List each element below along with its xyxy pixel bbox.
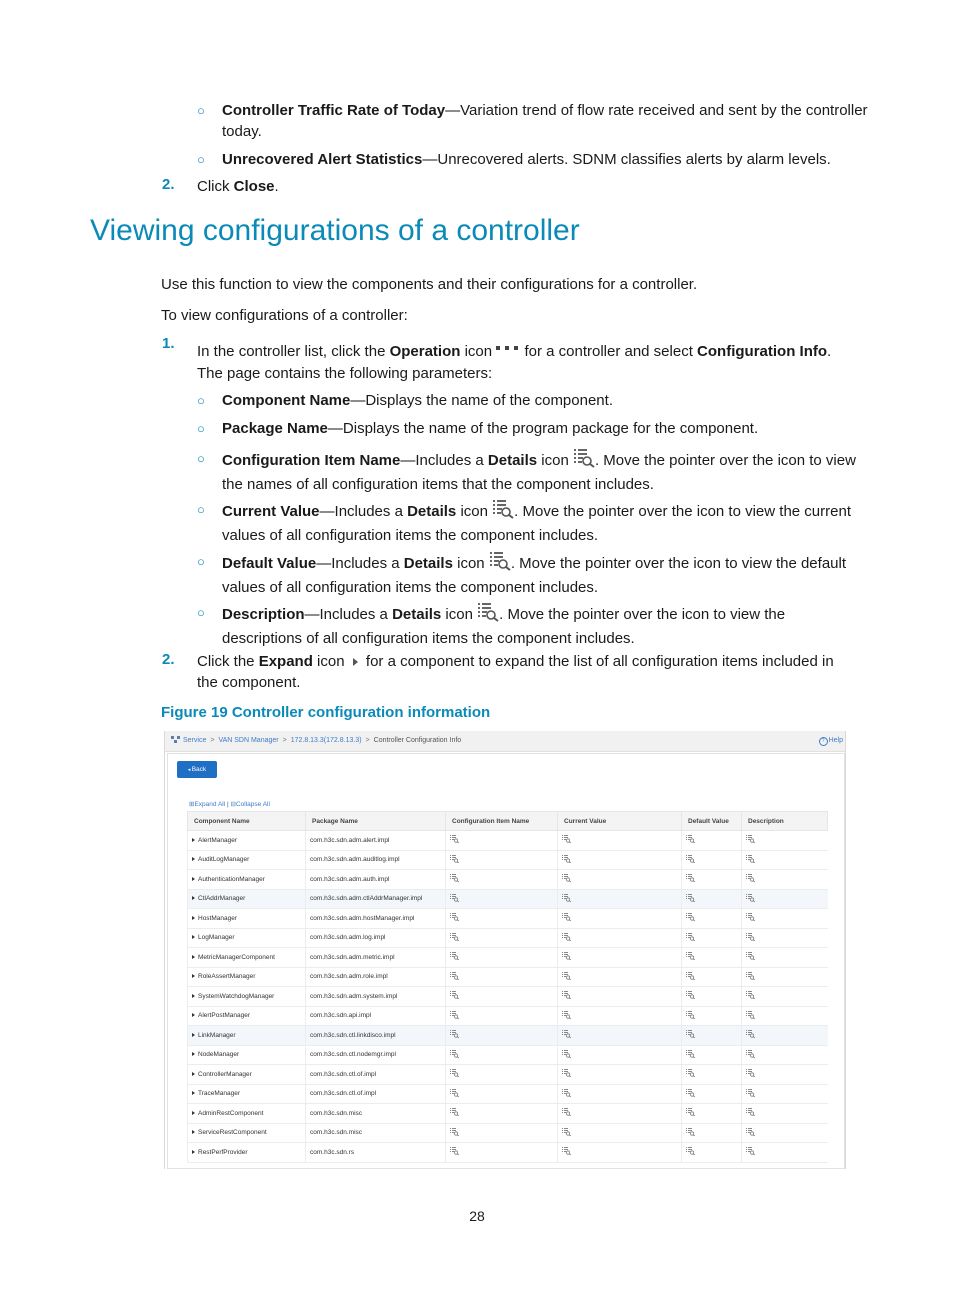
details-icon[interactable] — [562, 894, 571, 904]
cell-details — [558, 1065, 682, 1085]
table-row — [188, 1084, 828, 1104]
cell-package: com.h3c.sdn.misc — [306, 1104, 446, 1124]
details-icon[interactable] — [562, 1128, 571, 1138]
cell-package: com.h3c.sdn.ctl.of.impl — [306, 1084, 446, 1104]
to-view-text: To view configurations of a controller: — [161, 307, 408, 324]
details-icon[interactable] — [562, 952, 571, 962]
details-icon[interactable] — [686, 913, 695, 923]
term: Controller Traffic Rate of Today — [222, 102, 446, 119]
back-arrow-icon: ◂ — [187, 767, 192, 773]
cell-details — [446, 909, 558, 929]
cell-component[interactable]: TraceManager — [188, 1084, 306, 1104]
cell-package: com.h3c.sdn.ctl.linkdisco.impl — [306, 1026, 446, 1046]
cell-component[interactable]: AuditLogManager — [188, 850, 306, 870]
step-number: 2. — [162, 651, 175, 668]
cell-details — [682, 987, 742, 1007]
configuration-screenshot — [164, 731, 846, 1169]
bullet-circle: ○ — [197, 605, 205, 620]
cell-package: com.h3c.sdn.adm.role.impl — [306, 967, 446, 987]
details-icon[interactable] — [450, 933, 459, 943]
details-icon[interactable] — [450, 1030, 459, 1040]
col-package-name: Package Name — [306, 812, 446, 831]
table-row — [188, 870, 828, 890]
cell-details — [682, 1123, 742, 1143]
cell-details — [682, 1143, 742, 1163]
details-icon[interactable] — [450, 1108, 459, 1118]
details-icon[interactable] — [686, 952, 695, 962]
step-number: 2. — [162, 176, 175, 193]
details-icon[interactable] — [746, 1050, 755, 1060]
table-row — [188, 1026, 828, 1046]
details-icon[interactable] — [562, 991, 571, 1001]
table-row — [188, 1143, 828, 1163]
cell-details — [742, 1026, 828, 1046]
details-icon[interactable] — [450, 1089, 459, 1099]
cell-details — [446, 987, 558, 1007]
cell-details — [682, 831, 742, 851]
step-click-close: Click Close. — [197, 178, 279, 195]
expand-row-icon[interactable] — [192, 896, 195, 900]
breadcrumb: Service > VAN SDN Manager > 172.8.13.3(172.8.13.3) > Controller Configuration Info — [171, 731, 461, 752]
collapse-all-link[interactable]: Collapse All — [235, 801, 270, 808]
cell-details — [742, 1084, 828, 1104]
step-1: In the controller list, click the Operation icon for a controller and select Configuration Info. — [197, 335, 831, 362]
details-icon[interactable] — [686, 1108, 695, 1118]
cell-details — [446, 1006, 558, 1026]
cell-component[interactable]: LinkManager — [188, 1026, 306, 1046]
cell-component[interactable]: CtlAddrManager — [188, 889, 306, 909]
cell-details — [742, 967, 828, 987]
table-row — [188, 1104, 828, 1124]
details-icon[interactable] — [562, 1108, 571, 1118]
figure-caption: Figure 19 Controller configuration information — [161, 704, 491, 721]
cell-component[interactable]: ServiceRestComponent — [188, 1123, 306, 1143]
cell-details — [742, 909, 828, 929]
details-icon[interactable] — [686, 894, 695, 904]
expand-row-icon[interactable] — [192, 1150, 195, 1154]
details-icon[interactable] — [686, 991, 695, 1001]
cell-details — [446, 948, 558, 968]
cell-package: com.h3c.sdn.ctl.nodemgr.impl — [306, 1045, 446, 1065]
cell-component[interactable]: AlertManager — [188, 831, 306, 851]
table-row — [188, 889, 828, 909]
cell-component[interactable]: ControllerManager — [188, 1065, 306, 1085]
details-icon[interactable] — [686, 933, 695, 943]
table-row — [188, 928, 828, 948]
details-icon[interactable] — [450, 1128, 459, 1138]
details-icon[interactable] — [746, 855, 755, 865]
cell-details — [446, 1104, 558, 1124]
cell-details — [446, 1026, 558, 1046]
details-icon[interactable] — [562, 1089, 571, 1099]
page-contains-text: The page contains the following parameters: — [197, 365, 493, 382]
cell-package: com.h3c.sdn.adm.auth.impl — [306, 870, 446, 890]
details-icon[interactable] — [450, 1011, 459, 1021]
details-icon[interactable] — [450, 1050, 459, 1060]
cell-package: com.h3c.sdn.api.impl — [306, 1006, 446, 1026]
cell-details — [558, 870, 682, 890]
expand-row-icon[interactable] — [192, 1091, 195, 1095]
details-icon[interactable] — [450, 913, 459, 923]
expand-row-icon[interactable] — [192, 916, 195, 920]
expand-row-icon[interactable] — [192, 877, 195, 881]
cell-details — [682, 1006, 742, 1026]
cell-details — [558, 1143, 682, 1163]
expand-row-icon[interactable] — [192, 955, 195, 959]
cell-package: com.h3c.sdn.adm.auditlog.impl — [306, 850, 446, 870]
cell-details — [682, 1104, 742, 1124]
cell-details — [558, 928, 682, 948]
page-number: 28 — [469, 1208, 485, 1224]
help-icon: ? — [819, 737, 828, 746]
param-current: Current Value—Includes a Details icon . Move the pointer over the icon to view the current values of all configuration items the component includes. — [222, 499, 872, 546]
details-icon[interactable] — [746, 972, 755, 982]
details-icon[interactable] — [686, 874, 695, 884]
details-icon[interactable] — [746, 835, 755, 845]
details-icon[interactable] — [450, 1147, 459, 1157]
expand-row-icon[interactable] — [192, 935, 195, 939]
details-icon — [477, 602, 499, 628]
details-icon[interactable] — [746, 991, 755, 1001]
collapse-all-icon: ⊟ — [230, 801, 236, 808]
cell-details — [682, 889, 742, 909]
cell-details — [742, 850, 828, 870]
intro-text: Use this function to view the components and their configurations for a controller. — [161, 276, 698, 293]
details-icon[interactable] — [746, 913, 755, 923]
bullet-circle: ○ — [197, 502, 205, 517]
content-panel — [167, 753, 845, 1169]
table-row — [188, 987, 828, 1007]
cell-details — [558, 1026, 682, 1046]
cell-details — [446, 1045, 558, 1065]
cell-details — [742, 889, 828, 909]
details-icon[interactable] — [562, 1011, 571, 1021]
details-icon[interactable] — [746, 1069, 755, 1079]
details-icon[interactable] — [562, 1030, 571, 1040]
cell-details — [446, 1084, 558, 1104]
details-icon — [573, 448, 595, 474]
cell-details — [682, 1065, 742, 1085]
details-icon[interactable] — [450, 952, 459, 962]
cell-details — [558, 889, 682, 909]
cell-component[interactable]: MetricManagerComponent — [188, 948, 306, 968]
details-icon[interactable] — [562, 835, 571, 845]
details-icon[interactable] — [450, 835, 459, 845]
breadcrumb-current: Controller Configuration Info — [373, 737, 462, 744]
cell-details — [558, 948, 682, 968]
cell-component[interactable]: AdminRestComponent — [188, 1104, 306, 1124]
cell-details — [742, 870, 828, 890]
cell-details — [742, 1123, 828, 1143]
details-icon[interactable] — [746, 1030, 755, 1040]
details-icon[interactable] — [746, 894, 755, 904]
cell-package: com.h3c.sdn.adm.system.impl — [306, 987, 446, 1007]
cell-details — [558, 967, 682, 987]
item-unrecovered: Unrecovered Alert Statistics—Unrecovered alerts. SDNM classifies alerts by alarm levels. — [222, 151, 831, 168]
network-icon — [171, 732, 180, 752]
back-button[interactable]: ◂ Back — [177, 761, 217, 778]
col-current-value: Current Value — [558, 812, 682, 831]
details-icon[interactable] — [562, 1069, 571, 1079]
details-icon[interactable] — [450, 894, 459, 904]
cell-details — [558, 1084, 682, 1104]
cell-package: com.h3c.sdn.rs — [306, 1143, 446, 1163]
cell-details — [682, 967, 742, 987]
cell-details — [682, 1084, 742, 1104]
cell-component[interactable]: NodeManager — [188, 1045, 306, 1065]
cell-details — [558, 1104, 682, 1124]
cell-package: com.h3c.sdn.ctl.of.impl — [306, 1065, 446, 1085]
cell-details — [742, 831, 828, 851]
cell-details — [446, 850, 558, 870]
cell-details — [742, 928, 828, 948]
details-icon[interactable] — [450, 1069, 459, 1079]
cell-details — [742, 1143, 828, 1163]
table-row — [188, 967, 828, 987]
cell-package: com.h3c.sdn.adm.alert.impl — [306, 831, 446, 851]
expand-row-icon[interactable] — [192, 994, 195, 998]
cell-details — [682, 948, 742, 968]
expand-row-icon[interactable] — [192, 1072, 195, 1076]
cell-details — [742, 1006, 828, 1026]
details-icon[interactable] — [686, 1147, 695, 1157]
details-icon[interactable] — [746, 952, 755, 962]
cell-package: com.h3c.sdn.adm.log.impl — [306, 928, 446, 948]
breadcrumb-service[interactable]: Service — [183, 737, 207, 744]
bullet-circle: ○ — [197, 103, 205, 118]
cell-details — [742, 987, 828, 1007]
breadcrumb-van-sdn[interactable]: VAN SDN Manager — [218, 737, 279, 744]
details-icon[interactable] — [562, 913, 571, 923]
cell-component[interactable]: AuthenticationManager — [188, 870, 306, 890]
cell-details — [446, 967, 558, 987]
section-title: Viewing configurations of a controller — [90, 214, 580, 247]
details-icon[interactable] — [746, 1147, 755, 1157]
details-icon[interactable] — [686, 1089, 695, 1099]
details-icon[interactable] — [450, 855, 459, 865]
expand-row-icon[interactable] — [192, 857, 195, 861]
col-default-value: Default Value — [682, 812, 742, 831]
param-component: Component Name—Displays the name of the component. — [222, 392, 613, 409]
details-icon[interactable] — [686, 1030, 695, 1040]
bullet-circle: ○ — [197, 152, 205, 167]
breadcrumb-controller[interactable]: 172.8.13.3(172.8.13.3) — [290, 737, 362, 744]
details-icon[interactable] — [562, 1050, 571, 1060]
details-icon[interactable] — [562, 1147, 571, 1157]
table-header — [188, 812, 828, 831]
details-icon[interactable] — [562, 855, 571, 865]
details-icon[interactable] — [686, 835, 695, 845]
expand-row-icon[interactable] — [192, 838, 195, 842]
col-component-name: Component Name — [188, 812, 306, 831]
details-icon[interactable] — [746, 1108, 755, 1118]
cell-details — [558, 831, 682, 851]
cell-package: com.h3c.sdn.adm.hostManager.impl — [306, 909, 446, 929]
bullet-circle: ○ — [197, 451, 205, 466]
cell-details — [558, 909, 682, 929]
expand-row-icon[interactable] — [192, 974, 195, 978]
table-row — [188, 1006, 828, 1026]
param-description: Description—Includes a Details icon . Move the pointer over the icon to view the descriptions of all configuration items the component includes. — [222, 602, 872, 649]
details-icon[interactable] — [450, 874, 459, 884]
details-icon[interactable] — [450, 991, 459, 1001]
details-icon[interactable] — [562, 972, 571, 982]
cell-details — [558, 987, 682, 1007]
cell-details — [682, 870, 742, 890]
cell-details — [682, 928, 742, 948]
expand-collapse-links: ⊞Expand All | ⊟Collapse All — [189, 801, 270, 808]
operation-dots-icon — [496, 335, 520, 356]
cell-details — [446, 1065, 558, 1085]
expand-all-link[interactable]: Expand All — [194, 801, 226, 808]
col-description: Description — [742, 812, 828, 831]
details-icon — [492, 499, 514, 525]
details-icon[interactable] — [562, 874, 571, 884]
cell-details — [446, 1123, 558, 1143]
param-default: Default Value—Includes a Details icon . Move the pointer over the icon to view the default values of all configuration items the component includes. — [222, 551, 872, 598]
cell-details — [558, 850, 682, 870]
cell-details — [682, 1045, 742, 1065]
bullet-circle: ○ — [197, 393, 205, 408]
cell-component[interactable]: RestPerfProvider — [188, 1143, 306, 1163]
cell-details — [682, 850, 742, 870]
cell-package: com.h3c.sdn.adm.metric.impl — [306, 948, 446, 968]
cell-details — [446, 889, 558, 909]
cell-details — [558, 1123, 682, 1143]
cell-package: com.h3c.sdn.misc — [306, 1123, 446, 1143]
cell-details — [446, 1143, 558, 1163]
table-row — [188, 850, 828, 870]
cell-component[interactable]: SystemWatchdogManager — [188, 987, 306, 1007]
expand-row-icon[interactable] — [192, 1033, 195, 1037]
details-icon[interactable] — [562, 933, 571, 943]
bullet-circle: ○ — [197, 554, 205, 569]
details-icon[interactable] — [746, 1089, 755, 1099]
cell-component[interactable]: AlertPostManager — [188, 1006, 306, 1026]
cell-details — [558, 1006, 682, 1026]
cell-details — [742, 1065, 828, 1085]
details-icon[interactable] — [746, 874, 755, 884]
table-row — [188, 1123, 828, 1143]
help-link[interactable]: ? Help — [819, 731, 843, 751]
cell-details — [446, 870, 558, 890]
component-table — [187, 811, 828, 1163]
expand-row-icon[interactable] — [192, 1130, 195, 1134]
cell-details — [742, 948, 828, 968]
cell-package: com.h3c.sdn.adm.ctlAddrManager.impl — [306, 889, 446, 909]
cell-component[interactable]: RoleAssertManager — [188, 967, 306, 987]
expand-row-icon[interactable] — [192, 1111, 195, 1115]
expand-row-icon[interactable] — [192, 1052, 195, 1056]
cell-details — [682, 909, 742, 929]
details-icon — [489, 551, 511, 577]
table-row — [188, 831, 828, 851]
cell-component[interactable]: LogManager — [188, 928, 306, 948]
table-row — [188, 1045, 828, 1065]
table-row — [188, 948, 828, 968]
cell-details — [558, 1045, 682, 1065]
details-icon[interactable] — [450, 972, 459, 982]
cell-details — [682, 1026, 742, 1046]
step-number: 1. — [162, 335, 175, 352]
param-config-item: Configuration Item Name—Includes a Details icon . Move the pointer over the icon to view the names of all configuration items that the component includes. — [222, 448, 872, 495]
expand-all-icon: ⊞ — [189, 801, 195, 808]
details-icon[interactable] — [686, 972, 695, 982]
details-icon[interactable] — [686, 1050, 695, 1060]
cell-details — [446, 928, 558, 948]
details-icon[interactable] — [686, 1069, 695, 1079]
table-row — [188, 1065, 828, 1085]
expand-row-icon[interactable] — [192, 1013, 195, 1017]
details-icon[interactable] — [746, 1128, 755, 1138]
table-row — [188, 909, 828, 929]
cell-details — [742, 1045, 828, 1065]
expand-triangle-icon — [353, 658, 358, 666]
cell-component[interactable]: HostManager — [188, 909, 306, 929]
details-icon[interactable] — [746, 933, 755, 943]
cell-details — [742, 1104, 828, 1124]
col-config-item-name: Configuration Item Name — [446, 812, 558, 831]
bullet-circle: ○ — [197, 421, 205, 436]
item-traffic-rate: Controller Traffic Rate of Today—Variation trend of flow rate received and sent by the controller today. — [222, 102, 868, 140]
details-icon[interactable] — [746, 1011, 755, 1021]
step-2: Click the Expand icon for a component to expand the list of all configuration items included in the component. — [197, 653, 834, 691]
details-icon[interactable] — [686, 855, 695, 865]
details-icon[interactable] — [686, 1128, 695, 1138]
details-icon[interactable] — [686, 1011, 695, 1021]
cell-details — [446, 831, 558, 851]
breadcrumb-bar — [165, 731, 845, 752]
param-package: Package Name—Displays the name of the program package for the component. — [222, 420, 759, 437]
